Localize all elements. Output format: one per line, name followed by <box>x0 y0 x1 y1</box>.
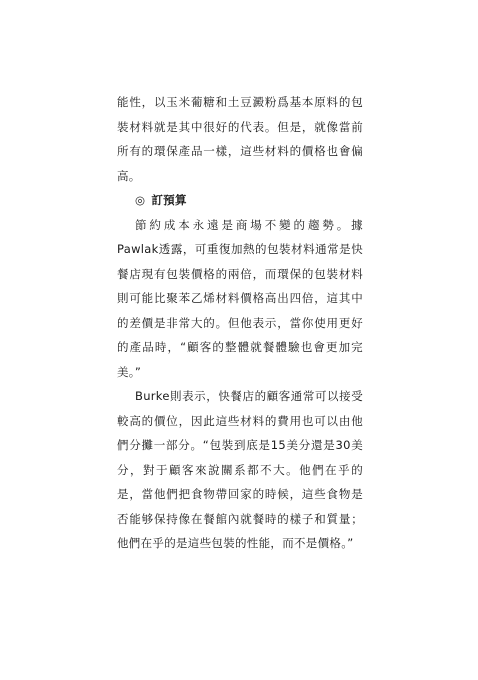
budget-paragraph: 節約成本永遠是商場不變的趨勢。據Pawlak透露，可重復加熱的包裝材料通常是快餐店現有包裝價格的兩倍，而環保的包裝材料則可能比聚苯乙烯材料價格高出四倍，這其中的差價是非常大的。但他表示，當你使用更好的產品時，“顧客的整體就餐體驗也會更加完美。” <box>117 217 363 379</box>
document-body <box>117 90 363 556</box>
bullseye-icon: ◎ <box>135 193 146 207</box>
section-heading <box>117 188 363 213</box>
intro-paragraph: 能性，以玉米葡糖和土豆澱粉爲基本原料的包裝材料就是其中很好的代表。但是，就像當前所有的環保產品一樣，這些材料的價格也會偏高。 <box>117 95 363 183</box>
burke-paragraph: Burke則表示，快餐店的顧客通常可以接受較高的價位，因此這些材料的費用也可以由他們分攤一部分。“包裝到底是15美分還是30美分，對于顧客來說關系都不大。他們在乎的是，當他們把食物帶回家的時候，這些食物是否能够保持像在餐館內就餐時的樣子和質量；他們在乎的是這些包裝的性能，而不是價格。” <box>117 389 363 550</box>
section-title: 訂預算 <box>151 193 187 207</box>
